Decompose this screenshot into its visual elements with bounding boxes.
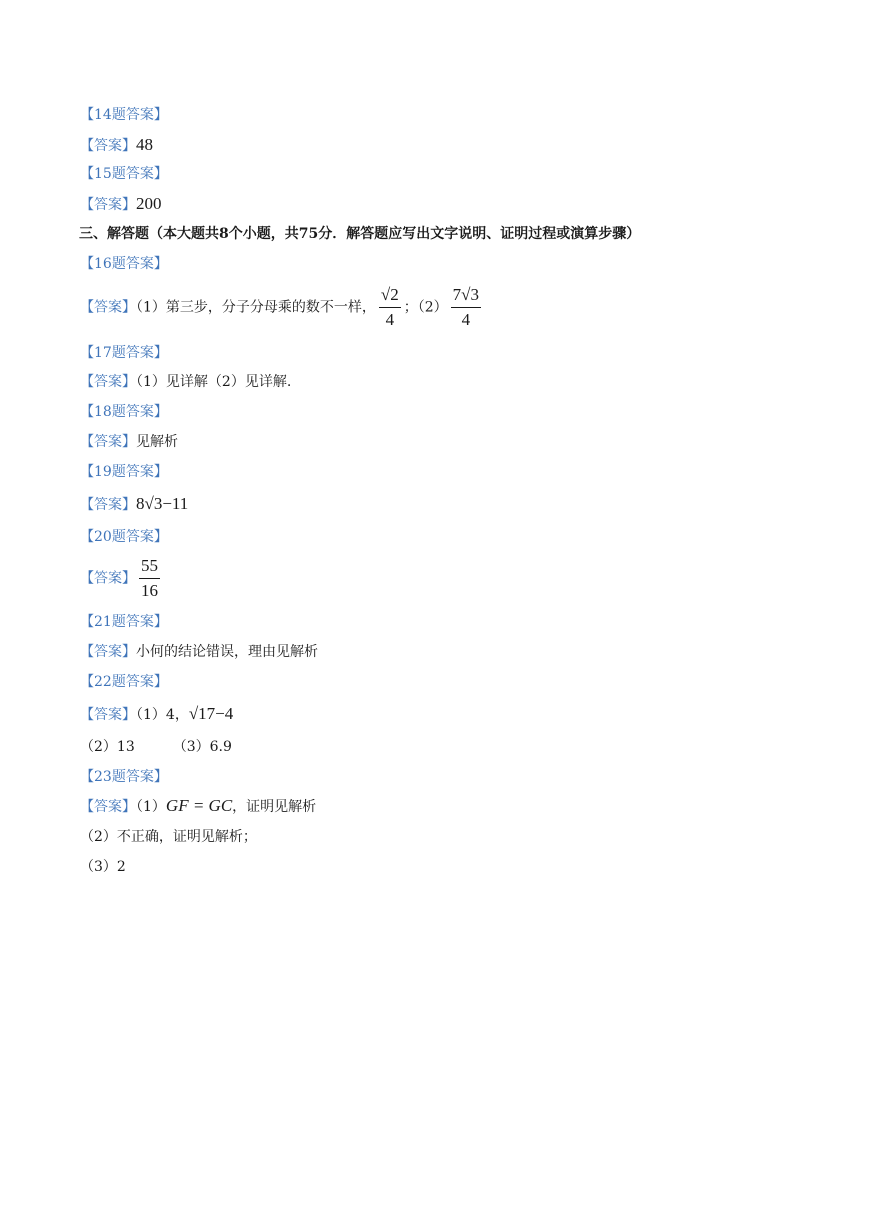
coefficient: 8 [136, 494, 145, 513]
answer-value: 8√3−11 [136, 494, 189, 513]
q23-tag: 【23题答案】 [80, 769, 168, 785]
q22-answer [80, 705, 233, 724]
answer-label: 【答案】 [80, 197, 136, 213]
q15-answer [80, 195, 162, 214]
q17-tag: 【17题答案】 [80, 345, 168, 361]
q21-tag: 【21题答案】 [80, 614, 168, 630]
answer-text: ；（2） [403, 299, 448, 316]
q21-answer [80, 643, 318, 661]
q15-tag: 【15题答案】 [80, 166, 168, 182]
answer-label: 【答案】 [80, 497, 136, 513]
answer-label: 【答案】 [80, 138, 136, 154]
fraction [139, 556, 160, 601]
answer-text: 小何的结论错误，理由见解析 [136, 644, 318, 660]
fraction: $\frac{7√3}{4}$ [452, 285, 480, 329]
answer-label: 【答案】 [80, 570, 136, 587]
q14-tag: 【14题答案】 [80, 107, 168, 123]
fraction: $\frac{√2}{4}$ [380, 285, 399, 329]
q16-tag: 【16题答案】 [80, 256, 168, 272]
q18-tag: 【18题答案】 [80, 404, 168, 420]
denominator: 4 [385, 310, 395, 329]
q22-answer-parts [80, 738, 232, 756]
radicand: 3 [153, 494, 163, 513]
answer-text: （1）第三步，分子分母乘的数不一样， [136, 299, 376, 316]
answer-value: 48 [136, 135, 153, 154]
answer-value: √17−4 [188, 704, 234, 723]
answer-text: ，证明见解析 [232, 799, 317, 815]
answer-label: 【答案】 [80, 707, 136, 723]
coefficient: 7 [452, 285, 462, 304]
answer-label: 【答案】 [80, 299, 136, 316]
q18-answer [80, 433, 178, 451]
answer-label: 【答案】 [80, 434, 136, 450]
radicand: 17 [198, 704, 216, 723]
answer-label: 【答案】 [80, 374, 136, 390]
answer-text: （1）见详解（2）见详解. [136, 374, 292, 390]
numerator: 55 [139, 556, 160, 579]
q22-tag: 【22题答案】 [80, 674, 168, 690]
q23-part-2: （2）不正确，证明见解析； [80, 829, 257, 845]
q23-answer [80, 797, 316, 816]
part-3: （3）6.9 [172, 739, 232, 755]
denominator: 4 [461, 310, 471, 329]
part-2: （2）13 [80, 739, 135, 755]
answer-label: 【答案】 [80, 799, 136, 815]
q20-tag: 【20题答案】 [80, 529, 168, 545]
answer-value: 200 [136, 194, 162, 213]
q20-answer [80, 556, 163, 601]
answer-text: 见解析 [136, 434, 178, 450]
q16-answer [80, 285, 484, 330]
radicand: 3 [470, 285, 480, 304]
remainder: −11 [162, 494, 189, 513]
answer-text: （1） [136, 799, 166, 815]
denominator: 16 [141, 581, 158, 600]
q19-answer [80, 495, 188, 514]
q14-answer [80, 136, 153, 155]
answer-text: （1）4， [136, 707, 189, 723]
remainder: −4 [215, 704, 234, 723]
q19-tag: 【19题答案】 [80, 464, 168, 480]
answer-label: 【答案】 [80, 644, 136, 660]
section-heading: 三、解答题（本大题共8个小题，共75分．解答题应写出文字说明、证明过程或演算步骤） [79, 226, 641, 242]
equation: GF = GC [165, 796, 233, 815]
radicand: 2 [390, 285, 399, 304]
q23-part-3: （3）2 [80, 859, 126, 875]
q17-answer [80, 373, 291, 391]
